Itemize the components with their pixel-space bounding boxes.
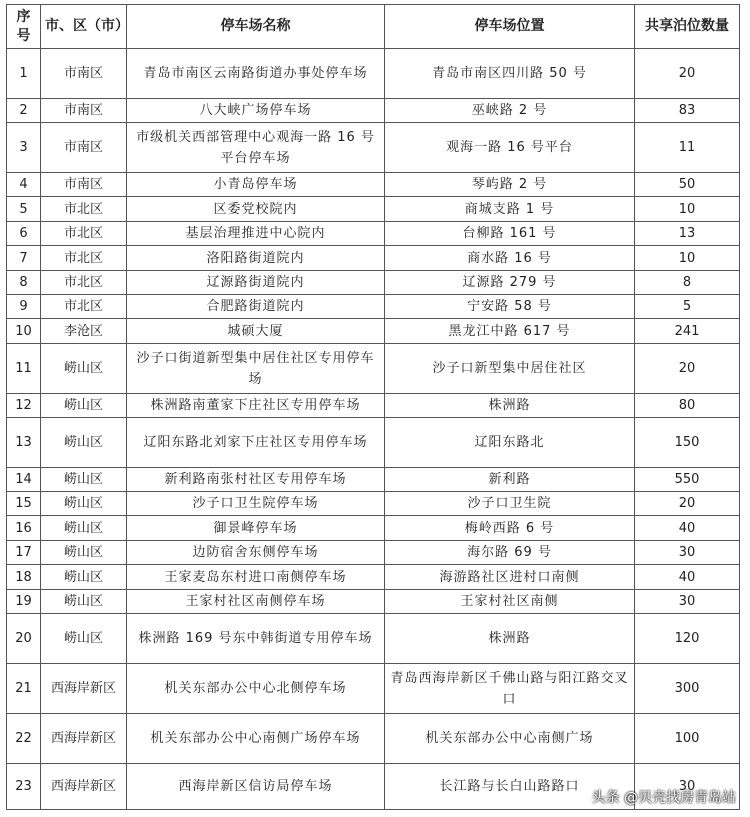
cell-location: 海游路社区进村口南侧 — [385, 565, 635, 590]
cell-name: 辽源路街道院内 — [127, 271, 385, 295]
header-index: 序号 — [7, 5, 41, 49]
cell-location: 王家村社区南侧 — [385, 590, 635, 614]
cell-index: 23 — [7, 764, 41, 810]
cell-location: 商水路 16 号 — [385, 246, 635, 271]
cell-name: 八大峡广场停车场 — [127, 99, 385, 123]
header-name: 停车场名称 — [127, 5, 385, 49]
cell-spots: 30 — [635, 541, 740, 565]
cell-spots: 10 — [635, 197, 740, 222]
table-row — [7, 541, 740, 565]
table-row — [7, 565, 740, 590]
cell-district: 崂山区 — [41, 614, 127, 664]
cell-spots: 300 — [635, 664, 740, 714]
cell-name: 新利路南张村社区专用停车场 — [127, 468, 385, 492]
cell-location: 琴屿路 2 号 — [385, 173, 635, 197]
table-row — [7, 492, 740, 516]
header-district: 市、区（市） — [41, 5, 127, 49]
cell-spots: 11 — [635, 123, 740, 173]
cell-name: 边防宿舍东侧停车场 — [127, 541, 385, 565]
cell-spots: 30 — [635, 590, 740, 614]
cell-location: 观海一路 16 号平台 — [385, 123, 635, 173]
cell-index: 8 — [7, 271, 41, 295]
cell-index: 19 — [7, 590, 41, 614]
cell-index: 16 — [7, 516, 41, 541]
cell-location: 沙子口卫生院 — [385, 492, 635, 516]
cell-location: 辽源路 279 号 — [385, 271, 635, 295]
cell-district: 李沧区 — [41, 319, 127, 344]
cell-location: 新利路 — [385, 468, 635, 492]
cell-index: 13 — [7, 418, 41, 468]
cell-spots: 150 — [635, 418, 740, 468]
cell-district: 市南区 — [41, 173, 127, 197]
table-row — [7, 714, 740, 764]
cell-district: 崂山区 — [41, 468, 127, 492]
cell-spots: 40 — [635, 565, 740, 590]
table-row — [7, 246, 740, 271]
table-row — [7, 394, 740, 418]
cell-name: 洛阳路街道院内 — [127, 246, 385, 271]
table-row — [7, 516, 740, 541]
cell-location: 青岛市南区四川路 50 号 — [385, 49, 635, 99]
cell-index: 15 — [7, 492, 41, 516]
cell-location: 长江路与长白山路路口 — [385, 764, 635, 810]
cell-index: 3 — [7, 123, 41, 173]
cell-spots: 8 — [635, 271, 740, 295]
cell-name: 城硕大厦 — [127, 319, 385, 344]
cell-name: 王家麦岛东村进口南侧停车场 — [127, 565, 385, 590]
cell-name: 辽阳东路北刘家下庄社区专用停车场 — [127, 418, 385, 468]
cell-district: 市北区 — [41, 295, 127, 319]
table-row — [7, 664, 740, 714]
cell-spots: 5 — [635, 295, 740, 319]
cell-name: 株洲路 169 号东中韩街道专用停车场 — [127, 614, 385, 664]
cell-index: 11 — [7, 344, 41, 394]
cell-name: 基层治理推进中心院内 — [127, 222, 385, 246]
cell-location: 株洲路 — [385, 394, 635, 418]
cell-location: 机关东部办公中心南侧广场 — [385, 714, 635, 764]
cell-index: 18 — [7, 565, 41, 590]
watermark: 头条 @贝壳找房青岛站 — [591, 790, 736, 806]
cell-district: 市北区 — [41, 197, 127, 222]
cell-district: 崂山区 — [41, 516, 127, 541]
table-row — [7, 99, 740, 123]
table-row — [7, 49, 740, 99]
table-row — [7, 295, 740, 319]
cell-district: 西海岸新区 — [41, 764, 127, 810]
cell-location: 宁安路 58 号 — [385, 295, 635, 319]
cell-district: 崂山区 — [41, 394, 127, 418]
cell-name: 西海岸新区信访局停车场 — [127, 764, 385, 810]
cell-district: 市南区 — [41, 99, 127, 123]
cell-name: 市级机关西部管理中心观海一路 16 号平台停车场 — [127, 123, 385, 173]
cell-name: 沙子口街道新型集中居住社区专用停车场 — [127, 344, 385, 394]
cell-index: 21 — [7, 664, 41, 714]
cell-district: 市北区 — [41, 246, 127, 271]
cell-district: 崂山区 — [41, 565, 127, 590]
cell-district: 西海岸新区 — [41, 664, 127, 714]
cell-district: 崂山区 — [41, 418, 127, 468]
cell-location: 青岛西海岸新区千佛山路与阳江路交叉口 — [385, 664, 635, 714]
cell-name: 沙子口卫生院停车场 — [127, 492, 385, 516]
cell-spots: 30 — [635, 764, 740, 810]
cell-name: 机关东部办公中心北侧停车场 — [127, 664, 385, 714]
cell-index: 20 — [7, 614, 41, 664]
cell-name: 区委党校院内 — [127, 197, 385, 222]
table-row — [7, 271, 740, 295]
cell-spots: 20 — [635, 344, 740, 394]
cell-index: 12 — [7, 394, 41, 418]
cell-spots: 83 — [635, 99, 740, 123]
cell-spots: 50 — [635, 173, 740, 197]
cell-index: 4 — [7, 173, 41, 197]
cell-index: 22 — [7, 714, 41, 764]
cell-spots: 10 — [635, 246, 740, 271]
header-spots: 共享泊位数量 — [635, 5, 740, 49]
cell-name: 御景峰停车场 — [127, 516, 385, 541]
cell-location: 商城支路 1 号 — [385, 197, 635, 222]
cell-location: 沙子口新型集中居住社区 — [385, 344, 635, 394]
table-row — [7, 614, 740, 664]
cell-spots: 550 — [635, 468, 740, 492]
cell-district: 崂山区 — [41, 492, 127, 516]
cell-district: 市南区 — [41, 123, 127, 173]
header-location: 停车场位置 — [385, 5, 635, 49]
cell-index: 17 — [7, 541, 41, 565]
cell-district: 市北区 — [41, 271, 127, 295]
cell-spots: 40 — [635, 516, 740, 541]
cell-name: 机关东部办公中心南侧广场停车场 — [127, 714, 385, 764]
cell-district: 市南区 — [41, 49, 127, 99]
cell-location: 株洲路 — [385, 614, 635, 664]
cell-location: 海尔路 69 号 — [385, 541, 635, 565]
cell-spots: 120 — [635, 614, 740, 664]
cell-district: 崂山区 — [41, 344, 127, 394]
table-row — [7, 173, 740, 197]
cell-index: 5 — [7, 197, 41, 222]
cell-spots: 20 — [635, 492, 740, 516]
cell-spots: 241 — [635, 319, 740, 344]
cell-spots: 100 — [635, 714, 740, 764]
cell-name: 合肥路街道院内 — [127, 295, 385, 319]
cell-index: 9 — [7, 295, 41, 319]
table-row — [7, 468, 740, 492]
table-row — [7, 418, 740, 468]
cell-spots: 13 — [635, 222, 740, 246]
cell-location: 台柳路 161 号 — [385, 222, 635, 246]
table-row — [7, 123, 740, 173]
cell-index: 14 — [7, 468, 41, 492]
cell-index: 10 — [7, 319, 41, 344]
table-row — [7, 197, 740, 222]
cell-district: 崂山区 — [41, 590, 127, 614]
table-row — [7, 590, 740, 614]
cell-location: 辽阳东路北 — [385, 418, 635, 468]
cell-district: 西海岸新区 — [41, 714, 127, 764]
cell-index: 6 — [7, 222, 41, 246]
cell-spots: 20 — [635, 49, 740, 99]
cell-index: 7 — [7, 246, 41, 271]
cell-name: 青岛市南区云南路街道办事处停车场 — [127, 49, 385, 99]
table-row — [7, 222, 740, 246]
cell-district: 市北区 — [41, 222, 127, 246]
cell-name: 株洲路南董家下庄社区专用停车场 — [127, 394, 385, 418]
table-row — [7, 319, 740, 344]
parking-table — [6, 4, 740, 810]
cell-index: 2 — [7, 99, 41, 123]
table-row — [7, 344, 740, 394]
cell-name: 王家村社区南侧停车场 — [127, 590, 385, 614]
cell-location: 黑龙江中路 617 号 — [385, 319, 635, 344]
cell-index: 1 — [7, 49, 41, 99]
cell-location: 梅岭西路 6 号 — [385, 516, 635, 541]
cell-name: 小青岛停车场 — [127, 173, 385, 197]
cell-district: 崂山区 — [41, 541, 127, 565]
cell-spots: 80 — [635, 394, 740, 418]
cell-location: 巫峡路 2 号 — [385, 99, 635, 123]
table-header-row — [7, 5, 740, 49]
